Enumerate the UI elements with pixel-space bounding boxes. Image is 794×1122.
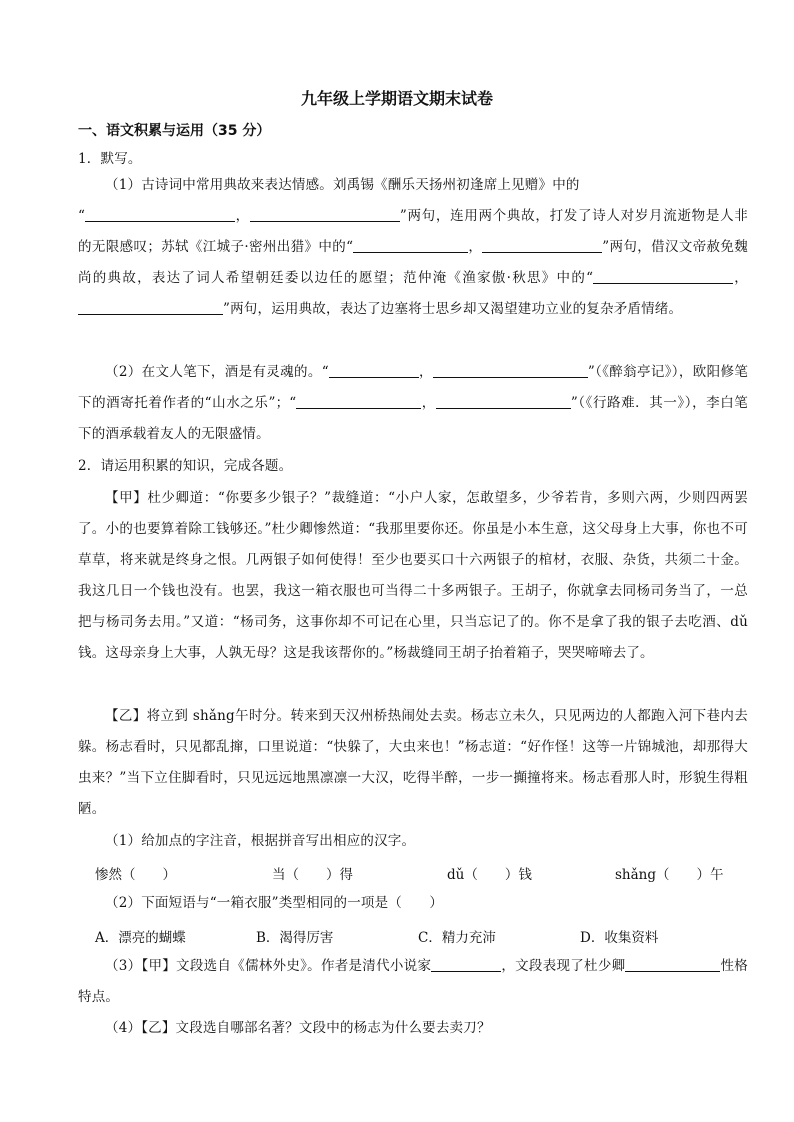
pinyin-item-1: 惨然（ ） — [95, 867, 176, 883]
q1-p1-intro: （1）古诗词中常用典故来表达情感。刘禹锡《酬乐天扬州初逢席上见赠》中的 — [105, 177, 580, 193]
question-2-heading: 2．请运用积累的知识，完成各题。 — [78, 458, 293, 474]
sub-question-3 — [78, 951, 748, 1013]
fill-blank[interactable] — [436, 393, 571, 409]
pinyin-item-4: shǎng（ ）午 — [615, 867, 724, 883]
fill-blank[interactable] — [329, 362, 419, 378]
question-1-part-2 — [78, 357, 748, 450]
q1-p1-text-g: ， — [733, 270, 748, 286]
q1-p1-text-a: “ — [78, 208, 86, 224]
q1-p2-text-a: （2）在文人笔下，酒是有灵魂的。“ — [105, 364, 329, 380]
pinyin-item-3: dǔ（ ）钱 — [447, 867, 532, 883]
fill-blank[interactable] — [85, 206, 235, 222]
fill-blank[interactable] — [431, 956, 501, 972]
q1-p2-text-d: ， — [421, 395, 436, 411]
question-1-heading: 1．默写。 — [78, 151, 142, 167]
sub-question-1: （1）给加点的字注音，根据拼音写出相应的汉字。 — [105, 833, 416, 849]
fill-blank[interactable] — [250, 206, 400, 222]
q1-p1-text-f: “ — [586, 270, 594, 286]
option-b[interactable]: B．渴得厉害 — [256, 930, 334, 946]
sub3-text-b: ，文段表现了杜少卿 — [501, 958, 626, 974]
question-1-part-1 — [78, 170, 748, 325]
passage-yi: 【乙】将立到 shǎng午时分。转来到天汉州桥热闹处去卖。杨志立未久，只见两边的人都跑入河下巷内去躲。杨志看时，只见都乱撺，口里说道：“快躲了，大虫来也！”杨志道：“好作怪！这等一片锦城池，却那得大虫来？”当下立住脚看时，只见远远地黑凛凛一大汉，吃得半醉，一步一攧撞将来。杨志看那人时，形貌生得粗陋。 — [78, 708, 748, 817]
fill-blank[interactable] — [353, 237, 468, 253]
q1-p1-text-d: ， — [468, 239, 483, 255]
q1-p1-text-e: ”两句，借汉文帝赦免魏尚的典故，表达了词人希望朝廷委以边任的愿望；范仲淹《渔家傲·秋思》中的 — [78, 239, 748, 286]
pinyin-item-2: 当（ ）得 — [272, 867, 353, 883]
fill-blank[interactable] — [593, 268, 733, 284]
sub-question-4: （4）【乙】文段选自哪部名著？文段中的杨志为什么要去卖刀？ — [105, 1020, 491, 1036]
option-a[interactable]: A．漂亮的蝴蝶 — [95, 930, 186, 946]
q1-p2-text-b: ， — [418, 364, 433, 380]
exam-title: 九年级上学期语文期末试卷 — [300, 89, 493, 108]
q1-p1-text-h: ”两句，运用典故，表达了边塞将士思乡却又渴望建功立业的复杂矛盾情绪。 — [223, 301, 683, 317]
q1-p2-text-c: ”（《醉翁亭记》），欧阳修笔下的酒寄托着作者的“山水之乐”；“ — [78, 364, 749, 411]
fill-blank[interactable] — [296, 393, 421, 409]
fill-blank[interactable] — [433, 362, 588, 378]
sub-question-2: （2）下面短语与“一箱衣服”类型相同的一项是（ ） — [105, 895, 444, 911]
sub3-text-c: 性格特点。 — [78, 958, 748, 1005]
q1-p1-text-c: ”两句，连用两个典故，打发了诗人对岁月流逝物是人非的无限感叹；苏轼《江城子·密州出猎》中的“ — [78, 208, 749, 255]
sub3-text-a: （3）【甲】文段选自《儒林外史》。作者是清代小说家 — [105, 958, 432, 974]
option-d[interactable]: D．收集资料 — [580, 930, 659, 946]
q1-p2-text-e: ”（《行路难．其一》），李白笔下的酒承载着友人的无限盛情。 — [78, 395, 748, 442]
passage-jia: 【甲】杜少卿道：“你要多少银子？”裁缝道：“小户人家，怎敢望多，少爷若肯，多则六两，少则四两罢了。小的也要算着除工钱够还。”杜少卿惨然道：“我那里要你还。你虽是小本生意，这父母身上大事，你也不可草草，将来就是终身之恨。几两银子如何使得！至少也要买口十六两银子的棺材，衣服、杂货，共须二十金。我这几日一个钱也没有。也罢，我这一箱衣服也可当得二十多两银子。王胡子，你就拿去同杨司务当了，一总把与杨司务去用。”又道：“杨司务，这事你却不可记在心里，只当忘记了的。你不是拿了我的银子去吃酒、dǔ钱。这母亲身上大事，人孰无母？这是我该帮你的。”杨裁缝同王胡子抬着箱子，哭哭啼啼去了。 — [78, 490, 748, 661]
fill-blank[interactable] — [482, 237, 602, 253]
section-heading: 一、语文积累与运用（35 分） — [78, 123, 271, 139]
q1-p1-text-b: ， — [235, 208, 250, 224]
fill-blank[interactable] — [625, 956, 720, 972]
fill-blank[interactable] — [78, 299, 223, 315]
option-c[interactable]: C．精力充沛 — [418, 930, 496, 946]
